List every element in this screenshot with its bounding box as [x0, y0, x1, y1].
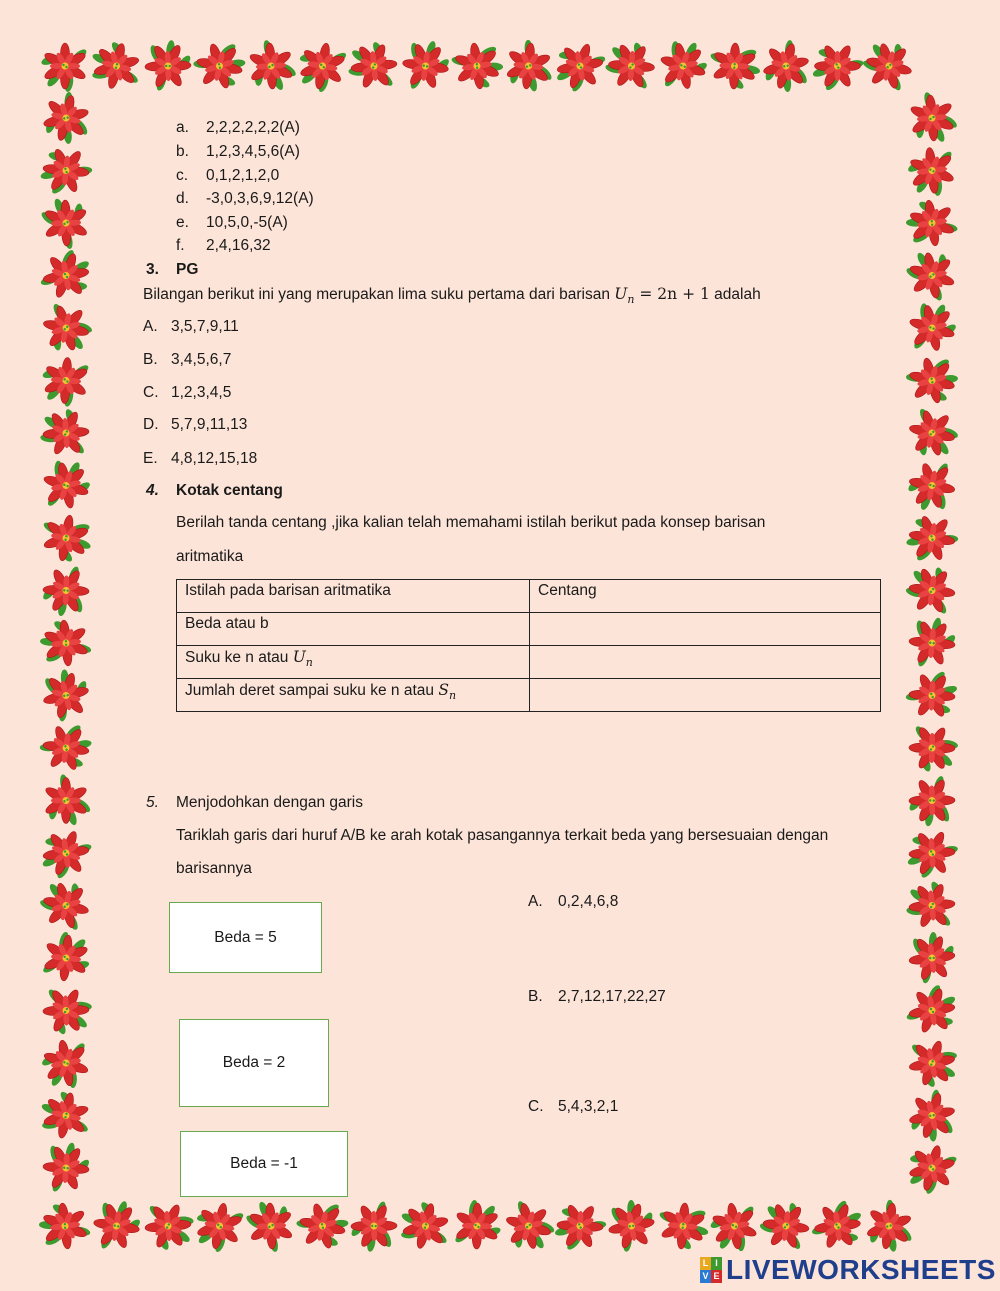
poinsettia-icon	[39, 356, 91, 409]
poinsettia-icon	[29, 1192, 98, 1260]
formula-symbol: U	[614, 285, 628, 303]
poinsettia-icon	[896, 505, 965, 574]
poinsettia-icon	[134, 30, 201, 98]
poinsettia-icon	[706, 1200, 761, 1257]
poinsettia-icon	[33, 822, 96, 886]
poinsettia-icon	[548, 36, 610, 99]
q3-number: 3.	[146, 261, 159, 278]
poinsettia-icon	[34, 769, 101, 836]
sequence-b[interactable]: B. 2,7,12,17,22,27	[528, 988, 666, 1005]
q5-instruction-line2: barisannya	[176, 860, 252, 877]
poinsettia-icon	[31, 659, 100, 728]
choice-e[interactable]: E. 4,8,12,15,18	[143, 450, 258, 467]
sequence-c[interactable]: C. 5,4,3,2,1	[528, 1098, 619, 1115]
poinsettia-icon	[596, 1190, 665, 1259]
poinsettia-icon	[899, 345, 968, 414]
poinsettia-icon	[903, 297, 961, 356]
poinsettia-icon	[901, 1139, 960, 1199]
logo-text: LIVEWORKSHEETS	[726, 1254, 996, 1285]
poinsettia-icon	[38, 407, 91, 459]
poinsettia-icon	[393, 1196, 453, 1255]
check-cell[interactable]	[530, 646, 881, 679]
poinsettia-icon	[85, 1192, 148, 1256]
q4-number: 4.	[146, 482, 159, 499]
poinsettia-icon	[290, 1191, 359, 1260]
formula-subscript: n	[627, 293, 635, 307]
sequence-a[interactable]: A. 0,2,4,6,8	[528, 893, 619, 910]
poinsettia-icon	[905, 145, 959, 200]
poinsettia-icon	[898, 821, 964, 887]
liveworksheets-logo-icon: L I V E	[700, 1257, 722, 1283]
match-box-beda-minus-1[interactable]: Beda = -1	[180, 1131, 348, 1197]
choice-d[interactable]: D. 5,7,9,11,13	[143, 416, 248, 433]
table-header-row	[177, 580, 881, 613]
poinsettia-icon	[237, 1192, 303, 1258]
poinsettia-icon	[38, 454, 96, 513]
choice-c[interactable]: C. 1,2,3,4,5	[143, 384, 232, 401]
poinsettia-icon	[187, 31, 256, 100]
term-text: Jumlah deret sampai suku ke n atau	[185, 682, 439, 699]
choice-a[interactable]: A. 3,5,7,9,11	[143, 318, 239, 335]
poinsettia-icon	[444, 31, 513, 100]
q3-formula	[614, 285, 710, 307]
poinsettia-icon	[35, 875, 95, 934]
q4-title: Kotak centang	[176, 482, 283, 499]
header-term: Istilah pada barisan aritmatika	[177, 580, 530, 613]
q3-question-end: adalah	[714, 286, 761, 303]
q4-instruction-line1: Berilah tanda centang ,jika kalian telah memahami istilah berikut pada konsep barisan	[176, 514, 766, 531]
poinsettia-icon	[803, 34, 870, 101]
row-term	[177, 679, 530, 712]
table-row	[177, 613, 881, 646]
poinsettia-icon	[143, 1200, 197, 1252]
poinsettia-icon	[40, 43, 88, 93]
poinsettia-icon	[33, 1085, 95, 1146]
q5-instruction-line1: Tariklah garis dari huruf A/B ke arah kotak pasangannya terkait beda yang bersesuaian dengan	[176, 827, 829, 844]
check-cell[interactable]	[530, 679, 881, 712]
option-c[interactable]: c. 0,1,2,1,2,0	[176, 167, 280, 184]
poinsettia-icon	[32, 85, 101, 154]
poinsettia-icon	[293, 39, 349, 96]
row-term	[177, 613, 530, 646]
option-b[interactable]: b. 1,2,3,4,5,6(A)	[176, 143, 300, 160]
poinsettia-icon	[30, 137, 98, 205]
poinsettia-icon	[42, 986, 93, 1036]
option-a[interactable]: a. 2,2,2,2,2,2(A)	[176, 119, 300, 136]
term-symbol: $S_n$	[438, 681, 457, 703]
poinsettia-icon	[902, 977, 965, 1041]
poinsettia-icon	[856, 1193, 925, 1262]
term-text: Beda atau b	[185, 615, 269, 632]
poinsettia-icon	[905, 1035, 963, 1092]
poinsettia-icon	[453, 1199, 502, 1249]
table-row	[177, 646, 881, 679]
match-box-beda-5[interactable]: Beda = 5	[169, 902, 322, 973]
liveworksheets-logo	[700, 1254, 996, 1286]
poinsettia-icon	[499, 1197, 561, 1258]
poinsettia-icon	[897, 922, 965, 991]
q3-type: PG	[176, 261, 199, 278]
poinsettia-icon	[903, 879, 957, 931]
poinsettia-icon	[545, 1193, 612, 1261]
poinsettia-icon	[901, 87, 966, 152]
poinsettia-icon	[38, 300, 97, 358]
choice-b[interactable]: B. 3,4,5,6,7	[143, 351, 232, 368]
poinsettia-icon	[40, 929, 93, 983]
q5-number: 5.	[146, 794, 159, 811]
poinsettia-icon	[239, 35, 305, 100]
check-cell[interactable]	[530, 613, 881, 646]
poinsettia-icon	[190, 1199, 247, 1257]
poinsettia-icon	[495, 33, 563, 101]
poinsettia-icon	[341, 1194, 408, 1261]
poinsettia-icon	[757, 1198, 812, 1252]
poinsettia-icon	[652, 1194, 717, 1259]
poinsettia-icon	[899, 243, 962, 305]
option-f[interactable]: f. 2,4,16,32	[176, 237, 271, 254]
poinsettia-icon	[900, 660, 967, 728]
poinsettia-icon	[345, 39, 399, 92]
poinsettia-icon	[901, 456, 963, 519]
poinsettia-icon	[33, 713, 102, 782]
poinsettia-icon	[899, 769, 966, 836]
poinsettia-icon	[858, 35, 918, 94]
q3-question-text: Bilangan berikut ini yang merupakan lima suku pertama dari barisan	[143, 286, 610, 303]
term-symbol: $U_n$	[292, 648, 313, 670]
q3-question	[143, 284, 761, 310]
term-text: Suku ke n atau	[185, 649, 293, 666]
q4-instruction-line2: aritmatika	[176, 548, 244, 565]
checklist-table	[176, 579, 881, 712]
poinsettia-icon	[703, 33, 769, 99]
q5-title: Menjodohkan dengan garis	[176, 794, 363, 811]
header-check: Centang	[530, 580, 881, 613]
poinsettia-icon	[807, 1192, 871, 1256]
poinsettia-icon	[752, 33, 821, 102]
poinsettia-icon	[655, 35, 713, 94]
poinsettia-icon	[33, 559, 99, 625]
poinsettia-icon	[904, 405, 963, 463]
table-row	[177, 679, 881, 712]
poinsettia-icon	[896, 189, 965, 258]
poinsettia-icon	[36, 243, 98, 306]
row-term	[177, 646, 530, 679]
poinsettia-icon	[903, 563, 958, 617]
poinsettia-icon	[84, 36, 145, 96]
option-e[interactable]: e. 10,5,0,-5(A)	[176, 214, 288, 231]
poinsettia-icon	[909, 724, 959, 773]
poinsettia-icon	[898, 1083, 967, 1152]
option-d[interactable]: d. -3,0,3,6,9,12(A)	[176, 190, 314, 207]
poinsettia-icon	[394, 32, 457, 96]
poinsettia-icon	[30, 609, 98, 677]
poinsettia-icon	[603, 39, 656, 91]
poinsettia-icon	[900, 608, 965, 673]
formula-rhs: = 2n + 1	[634, 285, 710, 303]
poinsettia-icon	[33, 1133, 98, 1199]
match-box-beda-2[interactable]: Beda = 2	[179, 1019, 329, 1107]
poinsettia-icon	[38, 1036, 94, 1093]
poinsettia-icon	[36, 507, 99, 569]
poinsettia-icon	[32, 189, 98, 255]
